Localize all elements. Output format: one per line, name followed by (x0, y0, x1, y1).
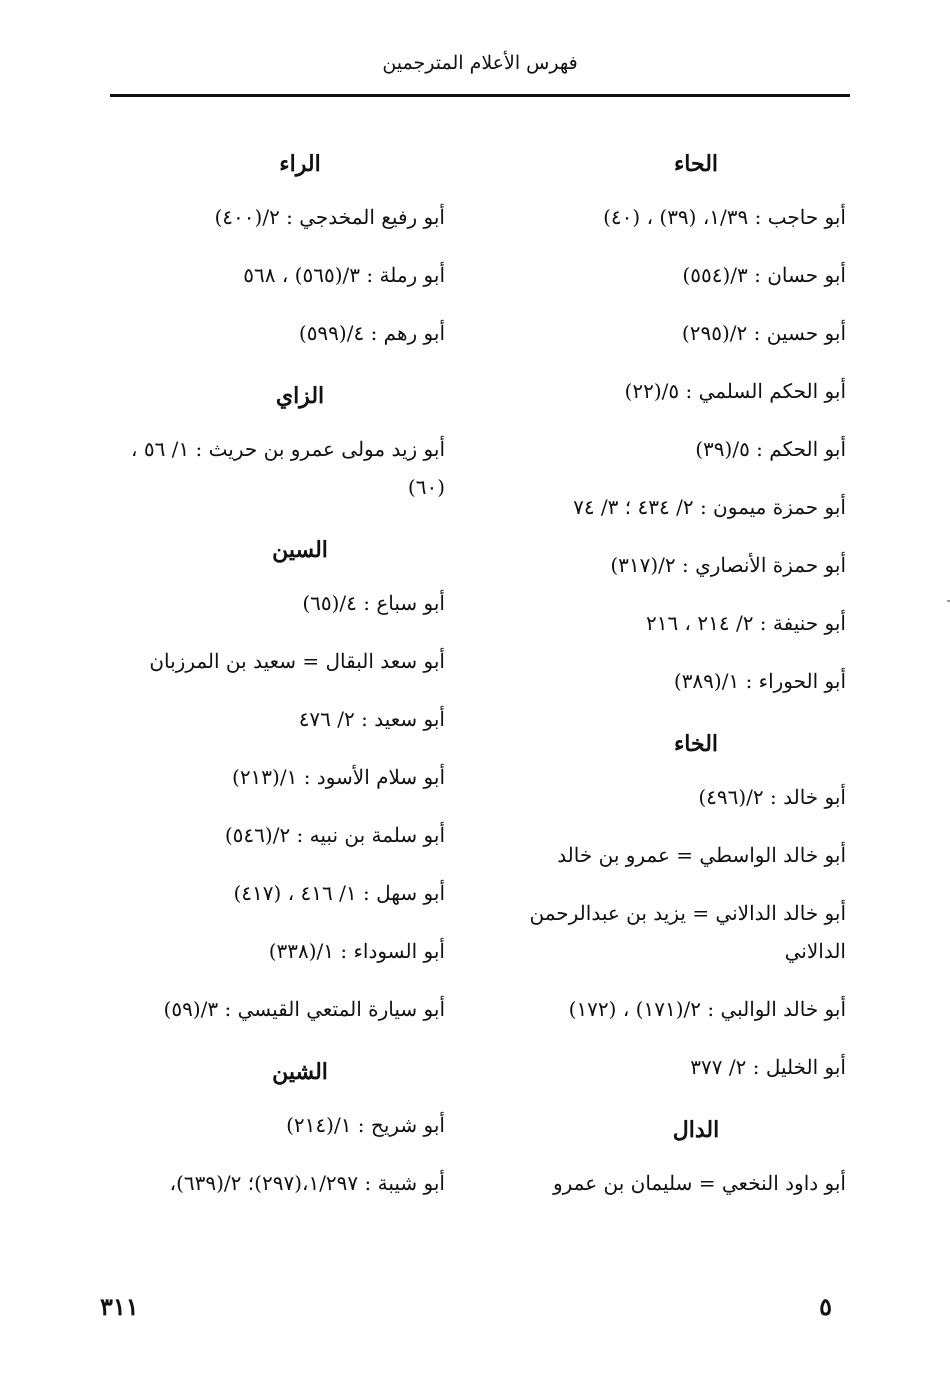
index-entry: أبو شيبة : ١/٢٩٧،(٢٩٧)؛ ٢/(٦٣٩)، (169, 1171, 445, 1195)
section-heading: الخاء (673, 731, 719, 757)
page-header (110, 44, 850, 97)
index-entry: أبو حسين : ٢/(٢٩٥) (681, 321, 846, 345)
index-entry: أبو سهل : ١/ ٤١٦ ، (٤١٧) (233, 881, 445, 905)
index-entry: أبو شريح : ١/(٢١٤) (286, 1113, 445, 1137)
index-entry: أبو رهم : ٤/(٥٩٩) (298, 321, 445, 345)
index-entry: أبو حمزة ميمون : ٢/ ٤٣٤ ؛ ٣/ ٧٤ (573, 495, 846, 519)
index-entry: أبو حنيفة : ٢/ ٢١٤ ، ٢١٦ (645, 611, 846, 635)
index-entry: أبو خالد : ٢/(٤٩٦) (698, 785, 846, 809)
index-entry: أبو سعيد : ٢/ ٤٧٦ (298, 707, 445, 731)
index-entry: أبو سباع : ٤/(٦٥) (302, 591, 445, 615)
index-entry: أبو حمزة الأنصاري : ٢/(٣١٧) (610, 553, 846, 577)
page-title: فهرس الأعلام المترجمين (382, 52, 578, 74)
index-entry: أبو حاجب : ١/٣٩، (٣٩) ، (٤٠) (603, 205, 846, 229)
index-entry: أبو الخليل : ٢/ ٣٧٧ (690, 1055, 846, 1079)
index-entry: أبو سلمة بن نبيه : ٢/(٥٤٦) (224, 823, 445, 847)
index-entry: أبو رملة : ٣/(٥٦٥) ، ٥٦٨ (243, 263, 445, 287)
section-heading: الشين (272, 1059, 328, 1085)
section-heading: الزاي (275, 383, 325, 409)
index-entry: أبو سيارة المتعي القيسي : ٣/(٥٩) (163, 997, 445, 1021)
index-entry: أبو خالد الدالاني = يزيد بن عبدالرحمن الدالاني (529, 901, 846, 963)
index-entry: أبو سلام الأسود : ١/(٢١٣) (232, 765, 445, 789)
index-entry: أبو السوداء : ١/(٣٣٨) (268, 939, 445, 963)
index-entry: أبو رفيع المخدجي : ٢/(٤٠٠) (214, 205, 445, 229)
section-heading: الحاء (673, 151, 719, 177)
index-entry: أبو خالد الواسطي = عمرو بن خالد (557, 843, 846, 867)
index-entry: أبو زيد مولى عمرو بن حريث : ١/ ٥٦ ، (٦٠) (131, 437, 445, 499)
index-entry: أبو الحكم : ٥/(٣٩) (695, 437, 846, 461)
page-number-left: ٣١١ (100, 1292, 139, 1321)
section-heading: السين (272, 537, 328, 563)
index-entry: أبو داود النخعي = سليمان بن عمرو (552, 1171, 846, 1195)
index-column-left (95, 140, 445, 1222)
index-entry: أبو الحكم السلمي : ٥/(٢٢) (624, 379, 846, 403)
section-heading: الراء (279, 151, 321, 177)
page-number-right: ٥ (819, 1292, 832, 1321)
index-entry: أبو حسان : ٣/(٥٥٤) (682, 263, 846, 287)
section-heading: الدال (672, 1117, 720, 1143)
index-entry: أبو خالد الوالبي : ٢/(١٧١) ، (١٧٢) (568, 997, 846, 1021)
index-entry: أبو سعد البقال = سعيد بن المرزبان (149, 649, 445, 673)
index-entry: أبو الحوراء : ١/(٣٨٩) (673, 669, 846, 693)
index-column-right (486, 140, 846, 1222)
